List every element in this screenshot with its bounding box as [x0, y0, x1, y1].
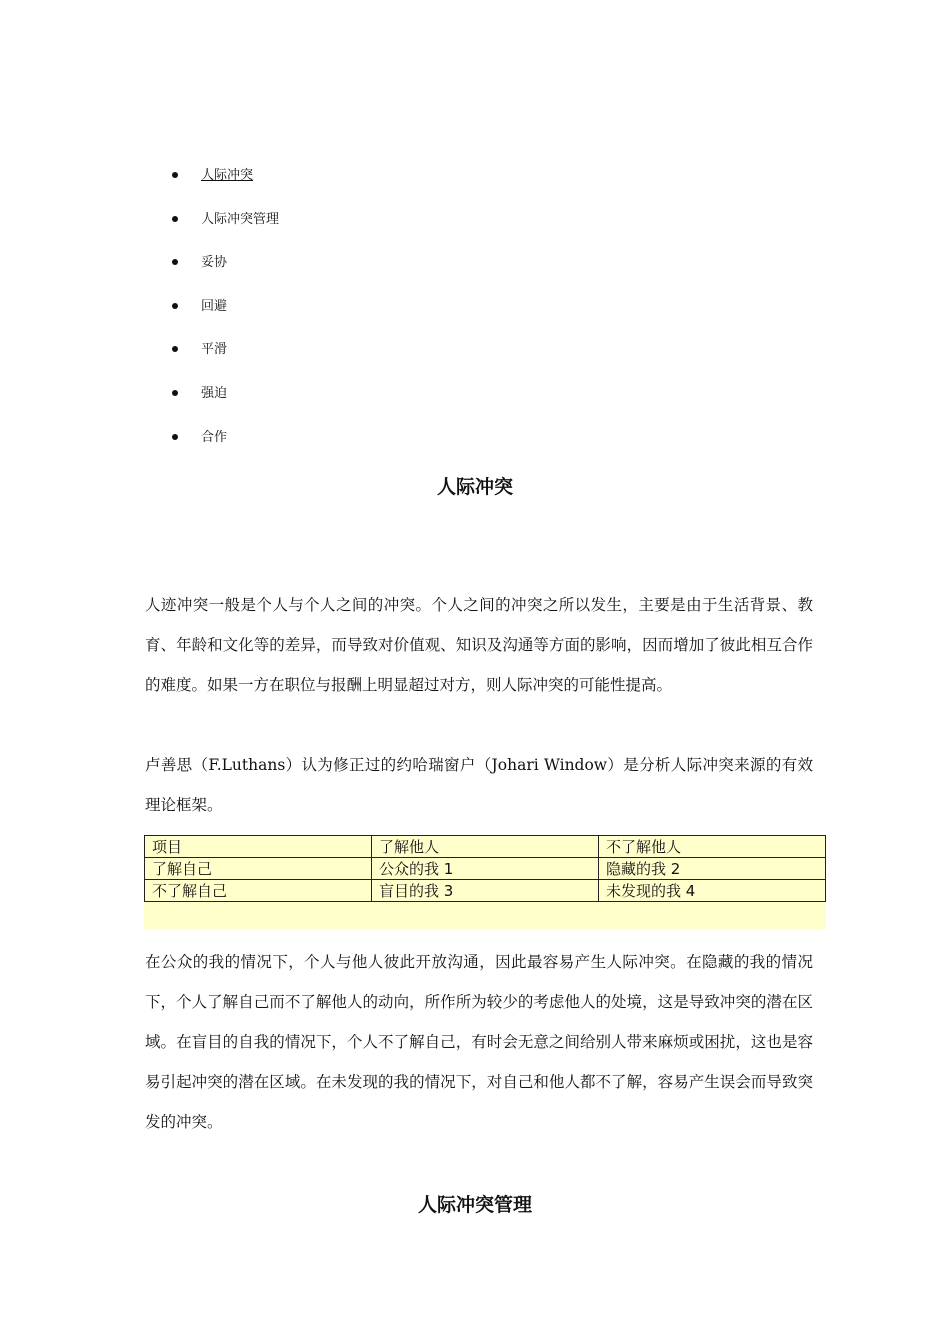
table-row — [145, 836, 826, 858]
bullet-icon — [172, 172, 178, 178]
table-cell: 隐藏的我 2 — [599, 858, 826, 880]
paragraph-intro: 人迹冲突一般是个人与个人之间的冲突。个人之间的冲突之所以发生，主要是由于生活背景、教育、年龄和文化等的差异，而导致对价值观、知识及沟通等方面的影响，因而增加了彼此相互合作的难度。如果一方在职位与报酬上明显超过对方，则人际冲突的可能性提高。 — [145, 596, 813, 694]
toc-item-avoidance — [160, 293, 279, 337]
table-of-contents — [160, 162, 279, 467]
toc-item-label: 人际冲突管理 — [201, 211, 280, 227]
toc-item-cooperation — [160, 424, 279, 468]
johari-window-table-container — [144, 835, 826, 929]
paragraph-johari: 卢善思（F.Luthans）认为修正过的约哈瑞窗户（Johari Window）是分析人际冲突来源的有效理论框架。 — [145, 756, 813, 814]
table-header-cell: 了解他人 — [372, 836, 599, 858]
section-heading-conflict-management: 人际冲突管理 — [417, 1194, 532, 1216]
bullet-icon — [172, 390, 178, 396]
bullet-icon — [172, 303, 178, 309]
toc-item-label: 平滑 — [201, 342, 228, 358]
bullet-icon — [172, 346, 178, 352]
toc-link-label[interactable]: 人际冲突 — [201, 168, 254, 183]
toc-item-label: 妥协 — [201, 255, 228, 271]
toc-item-compromise — [160, 249, 279, 293]
table-cell: 了解自己 — [145, 858, 372, 880]
table-cell: 公众的我 1 — [372, 858, 599, 880]
table-cell: 未发现的我 4 — [599, 880, 826, 902]
toc-item-forcing — [160, 380, 279, 424]
table-cell: 盲目的我 3 — [372, 880, 599, 902]
toc-item-interpersonal-conflict[interactable] — [160, 162, 279, 206]
table-header-cell: 项目 — [145, 836, 372, 858]
toc-item-label: 合作 — [201, 429, 228, 445]
paragraph-johari-explanation: 在公众的我的情况下，个人与他人彼此开放沟通，因此最容易产生人际冲突。在隐藏的我的情况下，个人了解自己而不了解他人的动向，所作所为较少的考虑他人的处境，这是导致冲突的潜在区域。在盲目的自我的情况下，个人不了解自己，有时会无意之间给别人带来麻烦或困扰，这也是容易引起冲突的潜在区域。在未发现的我的情况下，对自己和他人都不了解，容易产生误会而导致突发的冲突。 — [145, 953, 813, 1131]
toc-item-label: 强迫 — [201, 385, 228, 401]
bullet-icon — [172, 434, 178, 440]
table-cell: 不了解自己 — [145, 880, 372, 902]
toc-item-conflict-management — [160, 206, 279, 250]
toc-item-smoothing — [160, 336, 279, 380]
toc-item-label: 回避 — [201, 298, 228, 314]
bullet-icon — [172, 216, 178, 222]
bullet-icon — [172, 259, 178, 265]
table-header-cell: 不了解他人 — [599, 836, 826, 858]
johari-window-table — [144, 835, 826, 902]
table-row — [145, 880, 826, 902]
table-row — [145, 858, 826, 880]
section-heading-interpersonal-conflict: 人际冲突 — [436, 476, 513, 498]
